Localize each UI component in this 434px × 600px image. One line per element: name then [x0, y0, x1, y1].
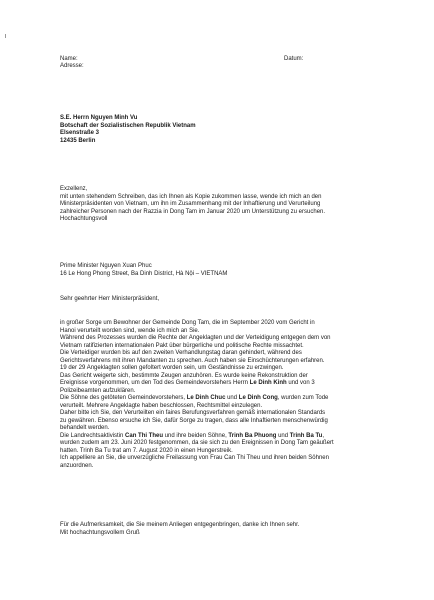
body-text: und [276, 432, 290, 439]
body-line: Die Verteidiger wurden bis auf den zweiten Verhandlungstag daran gehindert, während des [60, 350, 302, 356]
body-line: wurden zudem am 23. Juni 2020 festgenommen, da sie sich zu den Ereignissen in Dong Tam geäußert [60, 440, 334, 446]
body-line: Gerichtsverfahrens mit ihren Mandanten zu sprechen. Auch haben sie Einschüchterungen erfahren. [60, 357, 325, 364]
body-line [60, 380, 376, 388]
body-line: 19 der 29 Angeklagten sollen gefoltert worden sein, um Geständnisse zu erzwingen. [60, 365, 284, 371]
name-le-dinh-cong: Le Dinh Cong [238, 395, 278, 401]
body-line [60, 395, 376, 403]
salutation: Sehr geehrter Herr Ministerpräsident, [60, 296, 160, 302]
letter-body [60, 320, 376, 470]
body-line: in großer Sorge um Bewohner der Gemeinde Dong Tam, die im September 2020 vom Gericht in [60, 320, 315, 326]
body-line: Polizeibeamten aufzuklären. [60, 387, 136, 394]
body-line: Während des Prozesses wurden die Rechte der Angeklagten und der Verteidigung entgegen dem von [60, 335, 331, 341]
body-text: , [322, 432, 325, 439]
recipient-block [60, 115, 196, 145]
body-text: und [225, 395, 239, 401]
body-line: Hanoi verurteilt worden sind, wende ich mich an Sie. [60, 327, 200, 334]
body-text: , wurden zum Tode [277, 395, 329, 401]
recipient-name: S.E. Herrn Nguyen Minh Vu [60, 115, 138, 121]
body-line: zu gewähren. Ebenso ersuche ich Sie, dafür Sorge zu tragen, dass alle Inhaftierten menschenwürdig [60, 417, 328, 424]
body-line: Das Gericht weigerte sich, bestimmte Zeugen anzuhören. Es wurde keine Rekonstruktion der [60, 372, 308, 379]
body-line: anzuordnen. [60, 462, 94, 469]
date-label: Datum: [284, 56, 304, 62]
cover-greeting: Exzellenz, [60, 186, 88, 192]
name-le-dinh-kinh: Le Dinh Kinh [249, 380, 287, 386]
name-le-dinh-chuc: Le Dinh Chuc [186, 395, 226, 401]
recipient-org: Botschaft der Sozialistischen Republik Vietnam [60, 122, 196, 129]
cover-line: Ministerpräsidenten von Vietnam, um ihn im Zusammenhang mit der Inhaftierung und Verurteilung [60, 201, 321, 207]
recipient-street: Elsenstraße 3 [60, 130, 100, 136]
address-label: Adresse: [60, 63, 84, 69]
body-line: Daher bitte ich Sie, den Verurteilten ein faires Berufungsverfahren gemäß internationalen Standards [60, 410, 326, 416]
name-trinh-ba-phuong: Trinh Ba Phuong [228, 432, 277, 439]
cover-closing: Hochachtungsvoll [60, 216, 108, 222]
cover-note [60, 186, 325, 224]
name-can-thi-theu: Can Thi Theu [125, 432, 164, 439]
closing-block [60, 522, 299, 537]
body-text: und von 3 [286, 380, 315, 386]
body-text: Die Landrechtsaktivistin [60, 432, 126, 439]
cover-line: zahlreicher Personen nach der Razzia in Dong Tam im Januar 2020 um Unterstützung zu ersuchen. [60, 208, 326, 215]
closing-thanks: Für die Aufmerksamkeit, die Sie meinem Anliegen entgegenbringen, danke ich Ihnen sehr. [60, 522, 300, 528]
recipient-city: 12435 Berlin [60, 137, 96, 144]
body-text: Die Söhne des getöteten Gemeindevorstehers, [60, 395, 187, 401]
margin-mark [5, 34, 6, 38]
body-line: Ich appelliere an Sie, die unverzügliche Freilassung von Frau Can Thi Theu und ihren beiden Söhnen [60, 455, 329, 461]
name-trinh-ba-tu: Trinh Ba Tu [289, 432, 323, 439]
pm-name: Prime Minister Nguyen Xuan Phuc [60, 263, 152, 269]
pm-address-block [60, 263, 227, 278]
body-text: und ihre beiden Söhne, [163, 432, 229, 439]
body-line [60, 433, 376, 441]
body-line: verurteilt. Mehrere Angeklagte haben beschlossen, Rechtsmittel einzulegen. [60, 402, 263, 409]
pm-address: 16 Le Hong Phong Street, Ba Dinh District, Hà Nội – VIETNAM [60, 270, 228, 277]
body-line: hatten. Trinh Ba Tu trat am 7. August 2020 in einen Hungerstreik. [60, 447, 233, 454]
body-text: Ereignisse vorgenommen, um den Tod des Gemeindevorstehers Herrn [60, 380, 250, 386]
cover-line: mit unten stehendem Schreiben, das ich Ihnen als Kopie zukommen lasse, wende ich mich an den [60, 193, 322, 200]
body-line: Vietnam ratifizierten internationalen Pakt über bürgerliche und politische Rechte missachtet. [60, 342, 304, 349]
body-line: behandelt werden. [60, 425, 110, 431]
name-label: Name: [60, 56, 78, 62]
closing-regards: Mit hochachtungsvollem Gruß [60, 529, 140, 536]
